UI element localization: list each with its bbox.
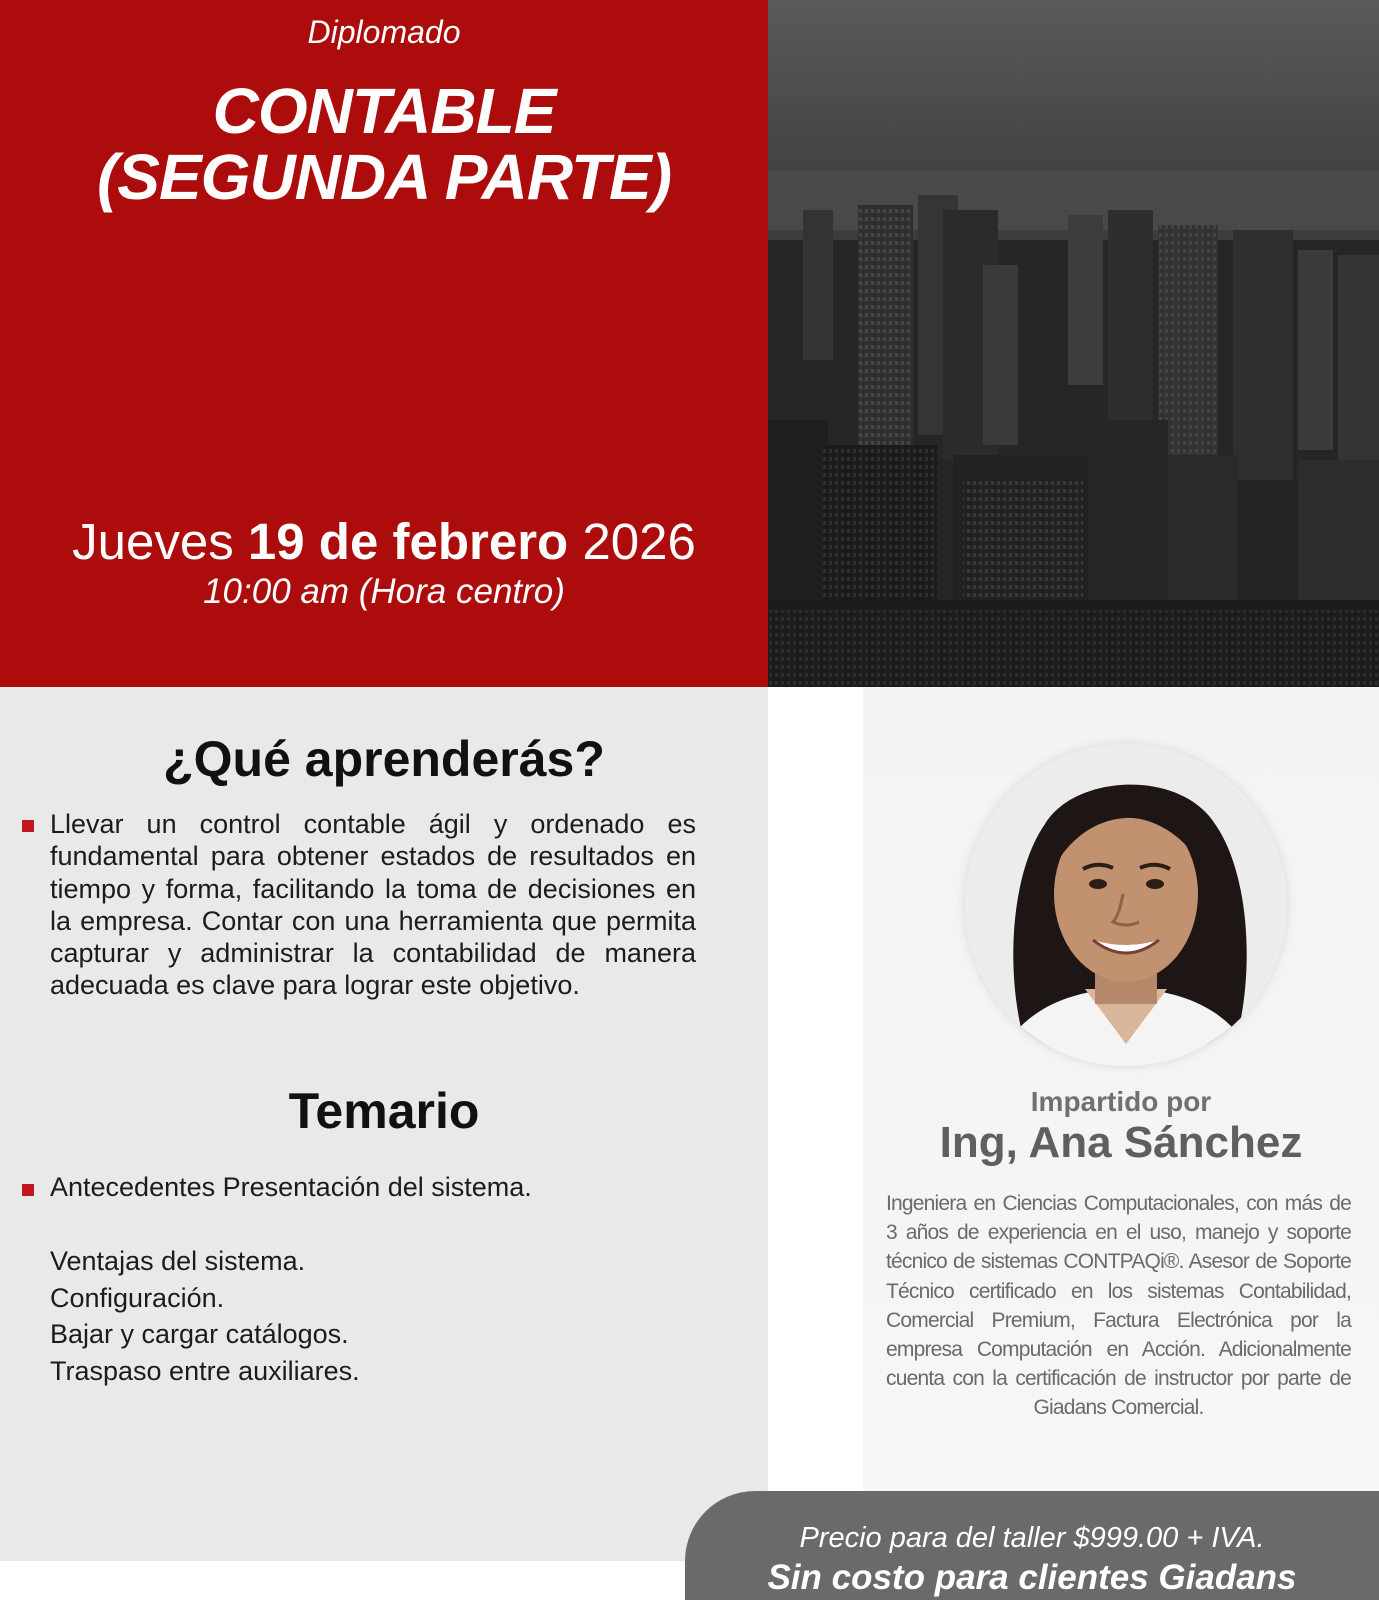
- bullet-square-icon: [22, 1184, 34, 1196]
- date-day-month: 19 de febrero: [247, 513, 569, 570]
- course-title-line2: (SEGUNDA PARTE): [96, 141, 672, 213]
- course-title-line1: CONTABLE: [212, 75, 556, 147]
- skyline-illustration: [768, 0, 1379, 687]
- date-year: 2026: [582, 513, 696, 570]
- learn-description: Llevar un control contable ágil y ordenado es fundamental para obtener estados de resultados en tiempo y forma, facilitando la toma de decisiones en la empresa. Contar con una herramienta que permita capturar y administrar la contabilidad de manera adecuada es clave para lograr este objetivo.: [50, 809, 696, 1001]
- date-weekday: Jueves: [72, 513, 234, 570]
- bullet-square-icon: [22, 820, 34, 832]
- learn-heading: ¿Qué aprenderás?: [163, 731, 605, 787]
- free-for-clients-text: Sin costo para clientes Giadans: [767, 1558, 1297, 1597]
- instructor-label: Impartido por: [1030, 1086, 1212, 1117]
- instructor-bio: Ingeniera en Ciencias Computacionales, con más de 3 años de experiencia en el uso, manejo y soporte técnico de sistemas CONTPAQi®. Asesor de Soporte Técnico certificado en los sistemas Contabilidad, Comercial Premium, Factura Electrónica por la empresa Computación en Acción. Adicionalmente cuenta con la certificación de instructor por parte de Giadans Comercial.: [886, 1192, 1351, 1420]
- temario-item: Traspaso entre auxiliares.: [50, 1355, 360, 1386]
- temario-item: Antecedentes Presentación del sistema.: [50, 1172, 532, 1202]
- instructor-name: Ing, Ana Sánchez: [939, 1118, 1303, 1167]
- temario-item: Bajar y cargar catálogos.: [50, 1319, 349, 1349]
- course-type: Diplomado: [307, 14, 461, 50]
- event-time: 10:00 am (Hora centro): [203, 572, 565, 611]
- temario-item: Ventajas del sistema.: [50, 1246, 306, 1276]
- event-date: [0, 512, 768, 572]
- city-skyline-image: [768, 0, 1379, 687]
- temario-item: Configuración.: [50, 1282, 225, 1313]
- price-text: Precio para del taller $999.00 + IVA.: [799, 1522, 1265, 1554]
- hero-banner: [0, 0, 768, 687]
- temario-heading: Temario: [288, 1083, 480, 1139]
- instructor-avatar: [965, 744, 1287, 1066]
- temario-list: [50, 1243, 360, 1389]
- avatar-illustration: [965, 744, 1287, 1066]
- course-title: [0, 75, 768, 213]
